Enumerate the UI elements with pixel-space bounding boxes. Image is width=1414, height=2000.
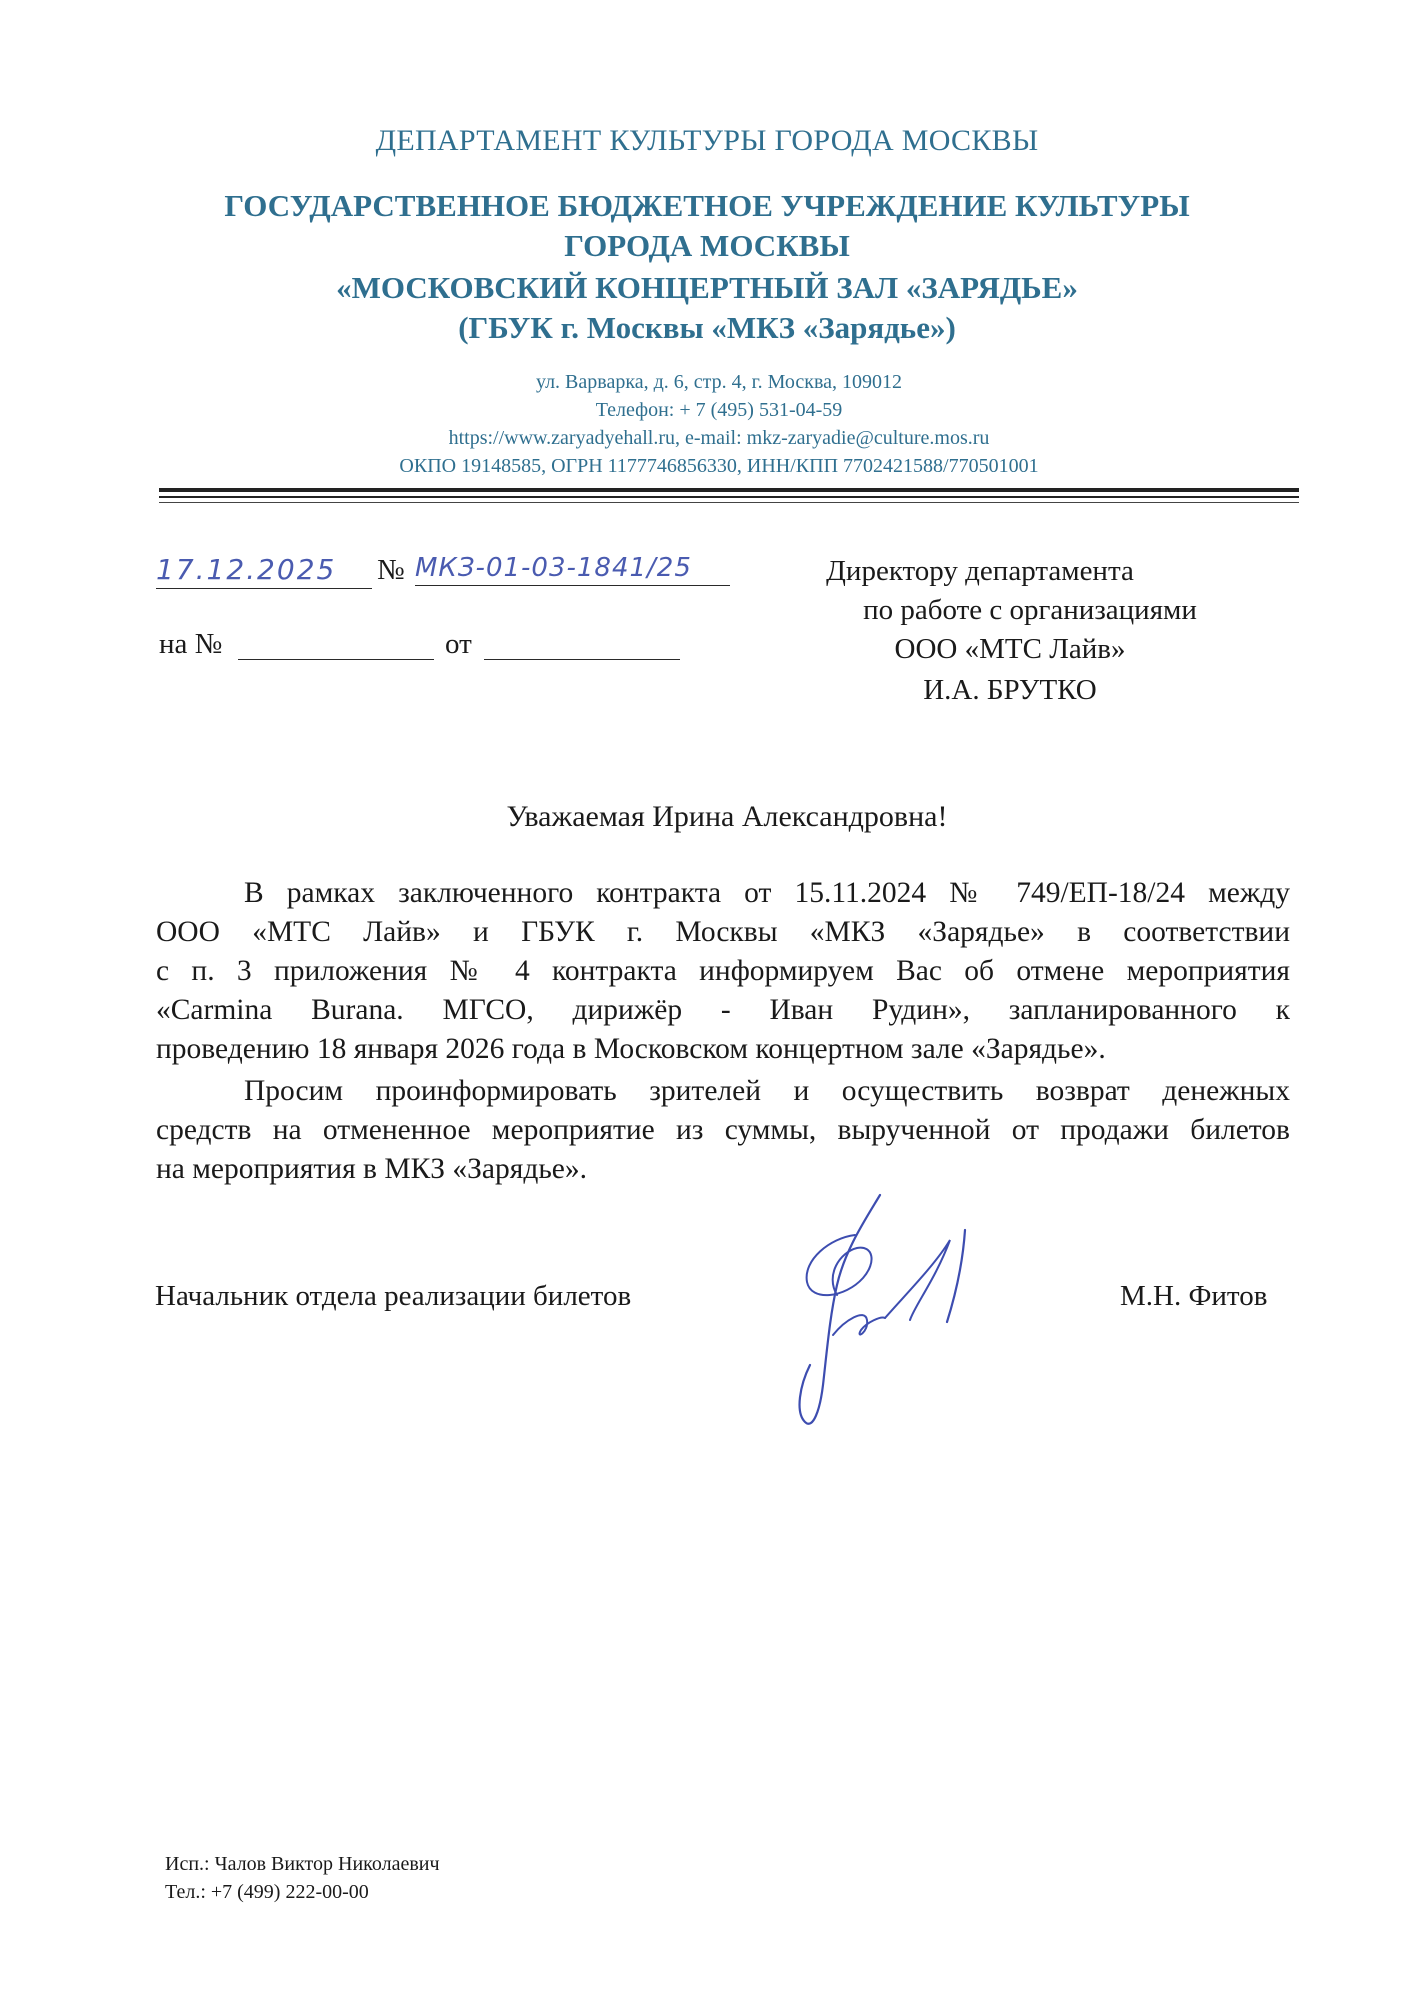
org-address: ул. Варварка, д. 6, стр. 4, г. Москва, 109012 [535, 371, 903, 393]
org-web-email: https://www.zaryadyehall.ru, e-mail: mkz-zaryadie@culture.mos.ru [448, 427, 990, 449]
registration-number-label: № [377, 554, 405, 586]
handwritten-signature [785, 1190, 985, 1435]
org-short-name: (ГБУК г. Москвы «МКЗ «Зарядье») [458, 310, 956, 345]
executor-name: Исп.: Чалов Виктор Николаевич [165, 1853, 440, 1875]
org-name-line2: ГОРОДА МОСКВЫ [564, 228, 850, 263]
body-paragraph-2 [156, 1072, 1290, 1189]
department-title: ДЕПАРТАМЕНТ КУЛЬТУРЫ ГОРОДА МОСКВЫ [375, 124, 1039, 157]
reference-date-blank [484, 659, 680, 660]
header-divider-thin [159, 502, 1299, 503]
reference-number-blank [238, 659, 434, 660]
reference-date-label: от [445, 628, 472, 660]
body-line: Просим проинформировать зрителей и осуществить возврат денежных [244, 1075, 1290, 1107]
reference-number-label: на № [159, 628, 223, 660]
body-line: с п. 3 приложения № 4 контракта информируем Вас об отмене мероприятия [156, 955, 1290, 987]
signatory-name: М.Н. Фитов [1120, 1280, 1268, 1312]
org-phone: Телефон: + 7 (495) 531-04-59 [595, 399, 843, 421]
body-line: «Carmina Burana. МГСО, дирижёр - Иван Рудин», запланированного к [156, 994, 1290, 1026]
org-codes: ОКПО 19148585, ОГРН 1177746856330, ИНН/КПП 7702421588/770501001 [399, 455, 1039, 477]
org-name-line1: ГОСУДАРСТВЕННОЕ БЮДЖЕТНОЕ УЧРЕЖДЕНИЕ КУЛЬТУРЫ [224, 188, 1190, 223]
addressee-name: И.А. БРУТКО [923, 674, 1097, 706]
addressee-line1: Директору департамента [826, 555, 1134, 587]
body-line: проведению 18 января 2026 года в Московском концертном зале «Зарядье». [156, 1033, 1106, 1065]
greeting: Уважаемая Ирина Александровна! [506, 800, 948, 833]
addressee-line2: по работе с организациями [863, 594, 1197, 626]
header-divider-mid [159, 496, 1299, 498]
org-name-line3: «МОСКОВСКИЙ КОНЦЕРТНЫЙ ЗАЛ «ЗАРЯДЬЕ» [336, 270, 1078, 305]
body-paragraph-1 [156, 874, 1290, 1069]
registration-date: 17.12.2025 [156, 553, 372, 589]
body-line: ООО «МТС Лайв» и ГБУК г. Москвы «МКЗ «Зарядье» в соответствии [156, 916, 1290, 948]
header-divider-thick [159, 488, 1299, 492]
signatory-role: Начальник отдела реализации билетов [155, 1280, 632, 1312]
body-line: средств на отмененное мероприятие из суммы, вырученной от продажи билетов [156, 1114, 1290, 1146]
addressee-company: ООО «МТС Лайв» [894, 633, 1126, 665]
registration-number: МКЗ-01-03-1841/25 [415, 553, 730, 586]
executor-phone: Тел.: +7 (499) 222-00-00 [165, 1881, 369, 1903]
body-line: В рамках заключенного контракта от 15.11.2024 № 749/ЕП-18/24 между [244, 877, 1290, 909]
body-line: на мероприятия в МКЗ «Зарядье». [156, 1153, 588, 1185]
